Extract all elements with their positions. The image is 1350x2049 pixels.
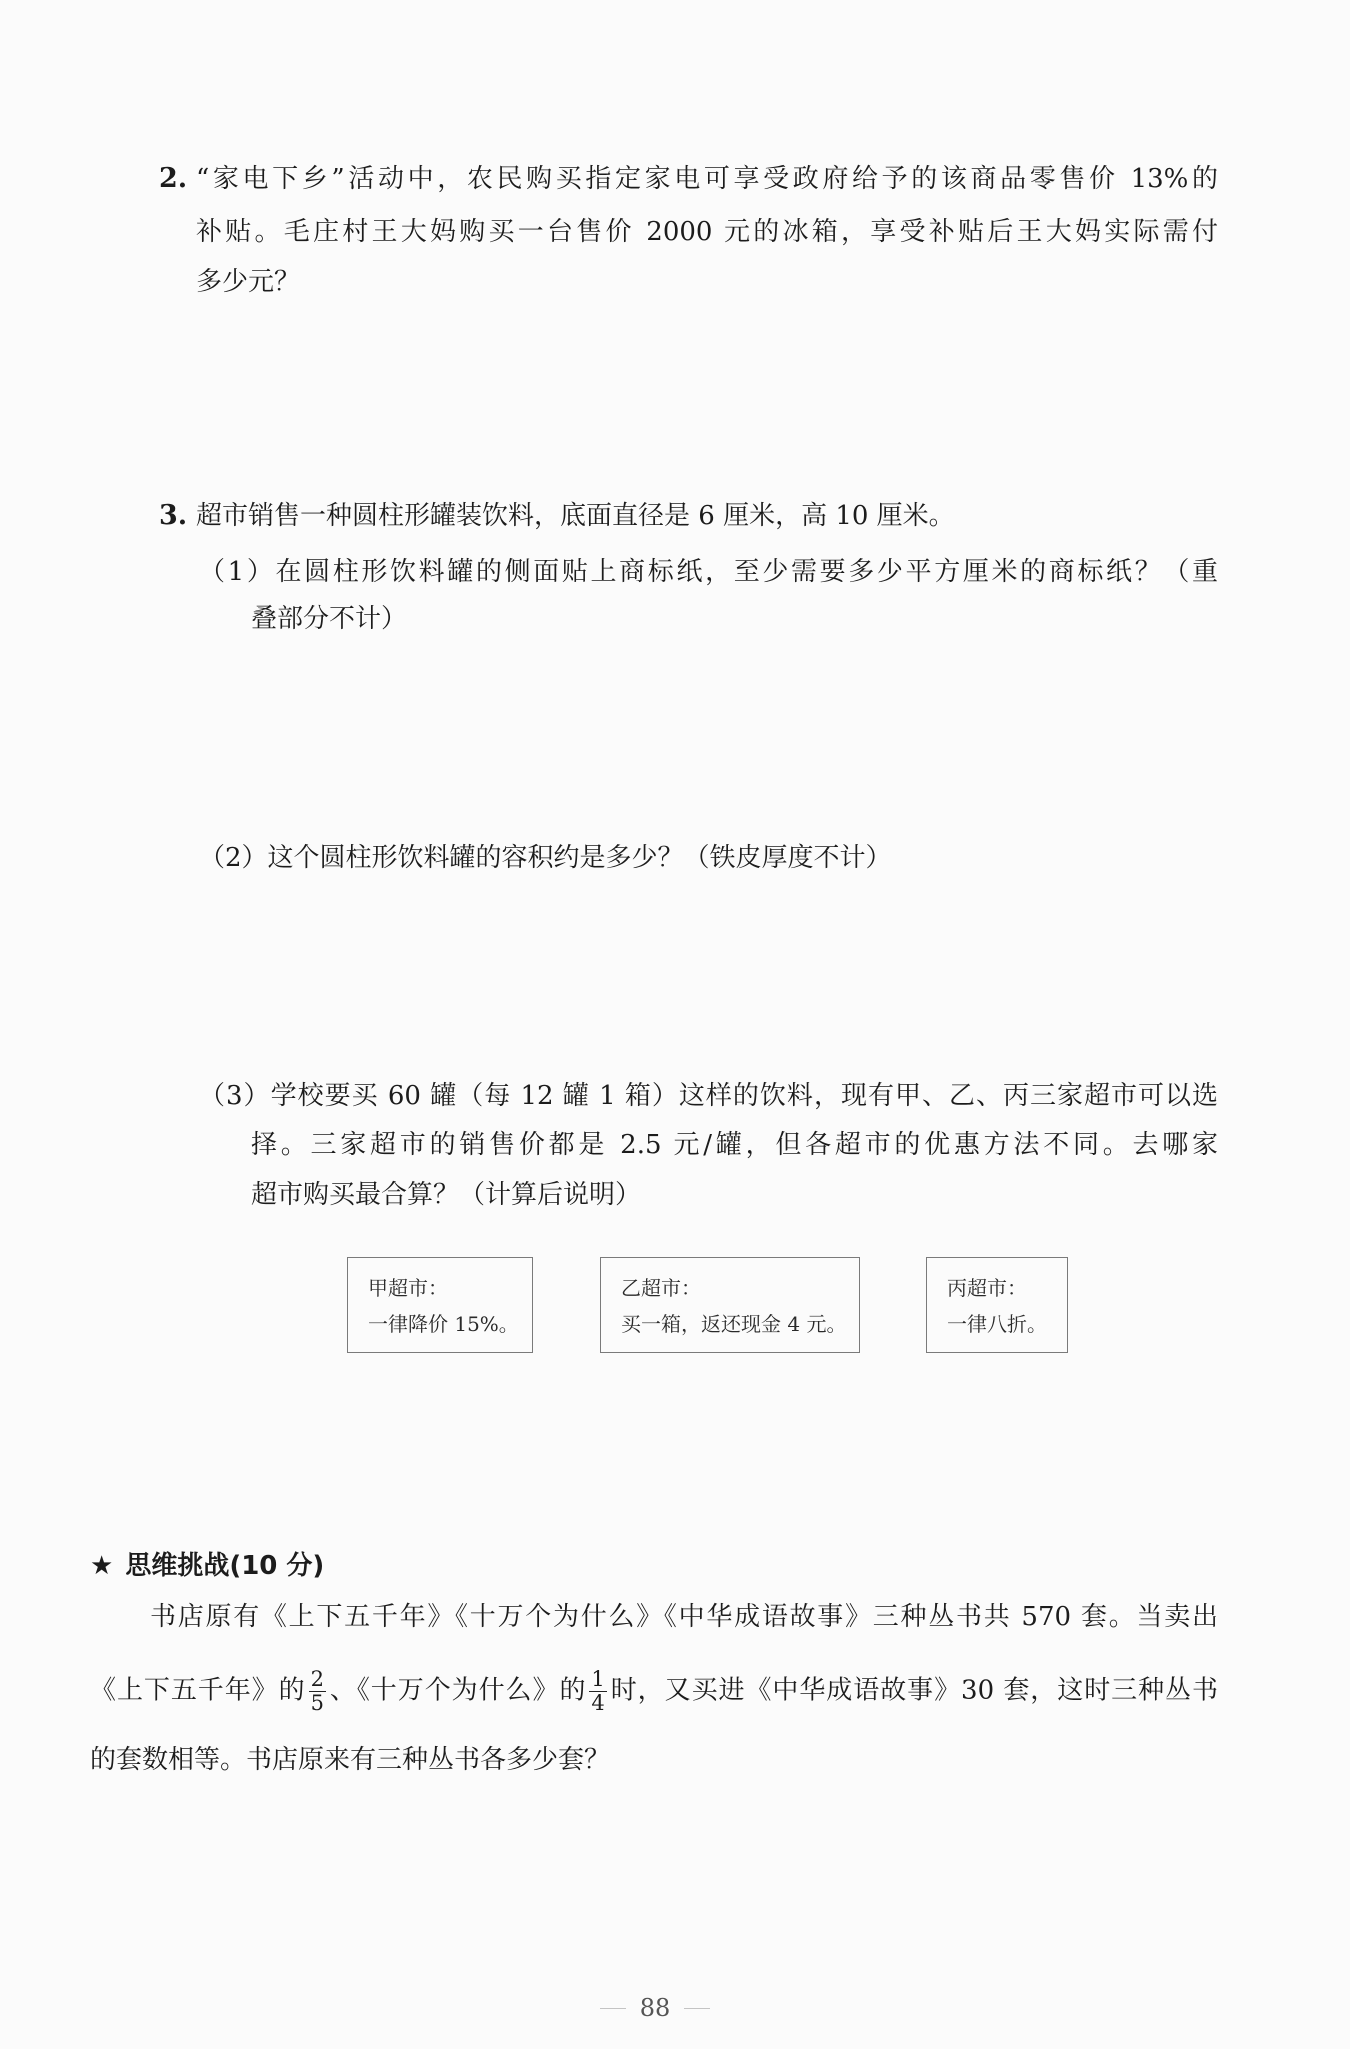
challenge-heading [90,1546,324,1586]
offer-name: 甲超市： [368,1276,448,1300]
offer-box-bing [926,1257,1068,1353]
offer-box-jia [347,1257,533,1353]
challenge-line-2-part-2: 、《十万个为什么》的 [328,1675,587,1706]
question-3-number: 3. [159,500,188,531]
challenge-line-2-part-3: 时，又买进《中华成语故事》30 套，这时三种丛书 [609,1675,1218,1706]
page-number: 88 [639,1994,671,2022]
offer-name: 丙超市： [947,1276,1027,1300]
footer-dash-right [684,2008,710,2009]
part-1-line-2: 叠部分不计） [251,604,408,634]
fraction-denominator: 5 [310,1691,324,1715]
part-3-label: （3） [199,1081,271,1111]
challenge-line-2-part-1: 《上下五千年》的 [90,1675,306,1706]
challenge-line-3: 的套数相等。书店原来有三种丛书各多少套？ [90,1745,611,1775]
part-3-line-3: 超市购买最合算？（计算后说明） [251,1180,642,1210]
offer-rule: 一律降价 15%。 [368,1312,519,1336]
part-2-line-1 [199,838,892,878]
part-2-text-1: 这个圆柱形饮料罐的容积约是多少？（铁皮厚度不计） [267,843,892,873]
challenge-title: 思维挑战(10 分) [125,1551,325,1581]
offer-name: 乙超市： [621,1276,701,1300]
part-1-text-1: 在圆柱形饮料罐的侧面贴上商标纸，至少需要多少平方厘米的商标纸？（重 [275,557,1218,587]
question-2-line-2: 补贴。毛庄村王大妈购买一台售价 2000 元的冰箱，享受补贴后王大妈实际需付 [196,217,1218,247]
offer-box-yi [600,1257,860,1353]
footer-dash-left [600,2008,626,2009]
page-number-footer [585,1990,725,2026]
offer-rule: 一律八折。 [947,1312,1047,1336]
part-1-label: （1） [199,557,276,587]
question-2-number: 2. [159,163,188,194]
question-2-line-1: “家电下乡”活动中，农民购买指定家电可享受政府给予的该商品零售价 13%的 [196,164,1218,194]
question-2-line-3: 多少元？ [196,267,301,297]
challenge-line-2 [90,1667,1218,1715]
fraction-numerator: 2 [310,1667,324,1691]
part-3-line-1 [199,1076,1218,1116]
fraction-numerator: 1 [591,1667,605,1691]
challenge-line-1: 书店原有《上下五千年》《十万个为什么》《中华成语故事》三种丛书共 570 套。当卖出 [150,1602,1218,1632]
part-1-line-1 [199,552,1218,592]
question-3-stem: 超市销售一种圆柱形罐装饮料，底面直径是 6 厘米，高 10 厘米。 [196,501,955,531]
fraction-denominator: 4 [591,1691,605,1715]
fraction-one-quarter [589,1668,606,1715]
fraction-two-fifths [309,1668,326,1715]
part-2-label: （2） [199,843,268,873]
part-3-line-2: 择。三家超市的销售价都是 2.5 元/罐，但各超市的优惠方法不同。去哪家 [251,1130,1218,1160]
part-3-text-1: 学校要买 60 罐（每 12 罐 1 箱）这样的饮料，现有甲、乙、丙三家超市可以选 [270,1081,1218,1111]
offer-rule: 买一箱，返还现金 4 元。 [621,1312,847,1336]
star-icon: ★ [90,1551,114,1581]
